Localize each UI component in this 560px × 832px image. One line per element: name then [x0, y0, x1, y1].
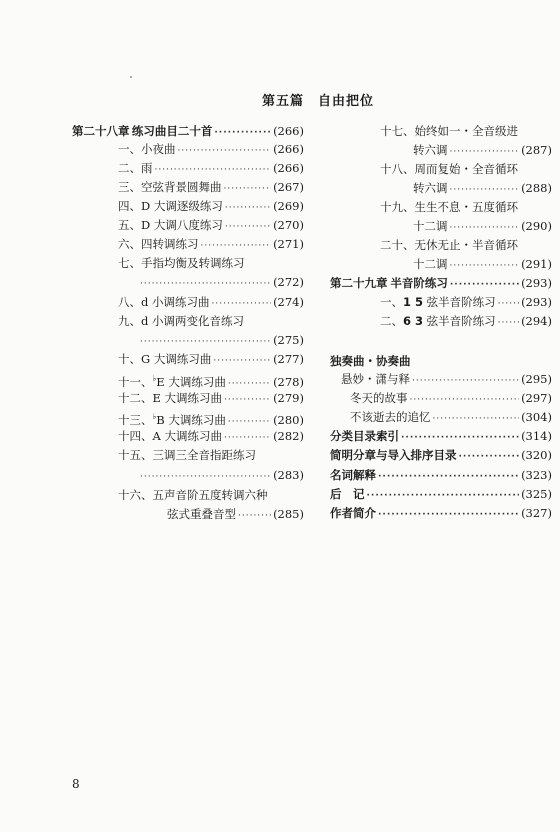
string-numbers: 1 5	[403, 295, 424, 309]
toc-chapter-29[interactable]	[330, 276, 552, 292]
toc-entry-continued[interactable]: 转六调 ····· (288)	[413, 181, 552, 197]
toc-entry[interactable]: 十二、E 大调练习曲 ····· (279)	[118, 391, 304, 407]
toc-back-matter[interactable]: 分类目录索引 ····· (314)	[330, 429, 552, 445]
toc-entry[interactable]: 二、6 3 弦半音阶练习 ····· (294)	[380, 314, 552, 330]
toc-entry-continued[interactable]: 十二调 ····· (291)	[413, 257, 552, 273]
toc-entry[interactable]: 六、四转调练习 ····· (271)	[118, 237, 304, 253]
chapter-number: 第二十八章	[72, 124, 130, 138]
toc-entry[interactable]: 不该逝去的追忆 ····· (304)	[350, 410, 552, 426]
toc-back-matter[interactable]: 作者简介 ····· (327)	[330, 506, 552, 522]
toc-entry[interactable]: 十三、♭B 大调练习曲 ····· (280)	[118, 410, 304, 429]
toc-entry-continued[interactable]: ····· (283)	[138, 468, 304, 484]
toc-entry[interactable]: 十六、五声音阶五度转调六种	[118, 488, 268, 502]
toc-back-matter[interactable]: 后 记 ····· (325)	[330, 487, 552, 503]
toc-entry-continued[interactable]: 转六调 ····· (287)	[413, 143, 552, 159]
toc-entry-continued[interactable]: 弦式重叠音型 ····· (285)	[167, 507, 304, 523]
flat-sign: ♭	[152, 374, 157, 383]
section-header-solo: 独奏曲・协奏曲	[330, 354, 411, 368]
toc-entry[interactable]: 十七、始终如一・全音级进	[380, 124, 518, 138]
toc-entry-continued[interactable]: ····· (275)	[138, 333, 304, 349]
toc-entry[interactable]: 五、D 大调八度练习 ····· (270)	[118, 218, 304, 234]
chapter-title: 练习曲目二十首	[131, 124, 213, 138]
toc-entry[interactable]: 三、空弦背景圆舞曲 ····· (267)	[118, 180, 304, 196]
part-title: 第五篇 自由把位	[262, 94, 375, 109]
page-ref: (293)	[521, 276, 552, 290]
flat-sign: ♭	[152, 412, 157, 421]
chapter-number: 第二十九章	[330, 276, 388, 290]
string-numbers: 6 3	[403, 314, 424, 328]
toc-entry[interactable]: 十九、生生不息・五度循环	[380, 200, 518, 214]
page-number: 8	[72, 777, 80, 791]
toc-entry-continued[interactable]: 十二调 ····· (290)	[413, 219, 552, 235]
toc-entry[interactable]: 四、D 大调逐级练习 ····· (269)	[118, 199, 304, 215]
toc-back-matter[interactable]: 名词解释 ····· (323)	[330, 468, 552, 484]
toc-entry[interactable]: 十、G 大调练习曲 ····· (277)	[118, 352, 304, 368]
toc-entry[interactable]: 冬天的故事 ····· (297)	[350, 391, 552, 407]
toc-entry[interactable]: 八、d 小调练习曲 ····· (274)	[118, 295, 304, 311]
toc-entry[interactable]: 一、小夜曲 ····· (266)	[118, 142, 304, 158]
toc-entry[interactable]: 十四、A 大调练习曲 ····· (282)	[118, 429, 304, 445]
toc-entry-continued[interactable]: ····· (272)	[138, 275, 304, 291]
toc-entry[interactable]: 十八、周而复始・全音循环	[380, 162, 518, 176]
page-ref: (266)	[273, 124, 304, 138]
toc-entry[interactable]: 十五、三调三全音指距练习	[118, 448, 256, 462]
chapter-title: 半音阶练习	[390, 276, 448, 290]
toc-entry[interactable]: 七、手指均衡及转调练习	[118, 256, 245, 270]
toc-entry[interactable]: 九、d 小调两变化音练习	[118, 314, 245, 328]
toc-back-matter[interactable]: 简明分章与导入排序目录 ····· (320)	[330, 448, 552, 464]
toc-entry[interactable]: 悬妙・潇与释 ····· (295)	[341, 372, 552, 388]
toc-entry[interactable]: 二十、无休无止・半音循环	[380, 238, 518, 252]
toc-entry[interactable]: 二、雨 ····· (266)	[118, 161, 304, 177]
toc-entry[interactable]: 十一、♭E 大调练习曲 ····· (278)	[118, 372, 304, 391]
toc-entry[interactable]: 一、1 5 弦半音阶练习 ····· (293)	[380, 295, 552, 311]
dot-leader	[450, 278, 519, 292]
